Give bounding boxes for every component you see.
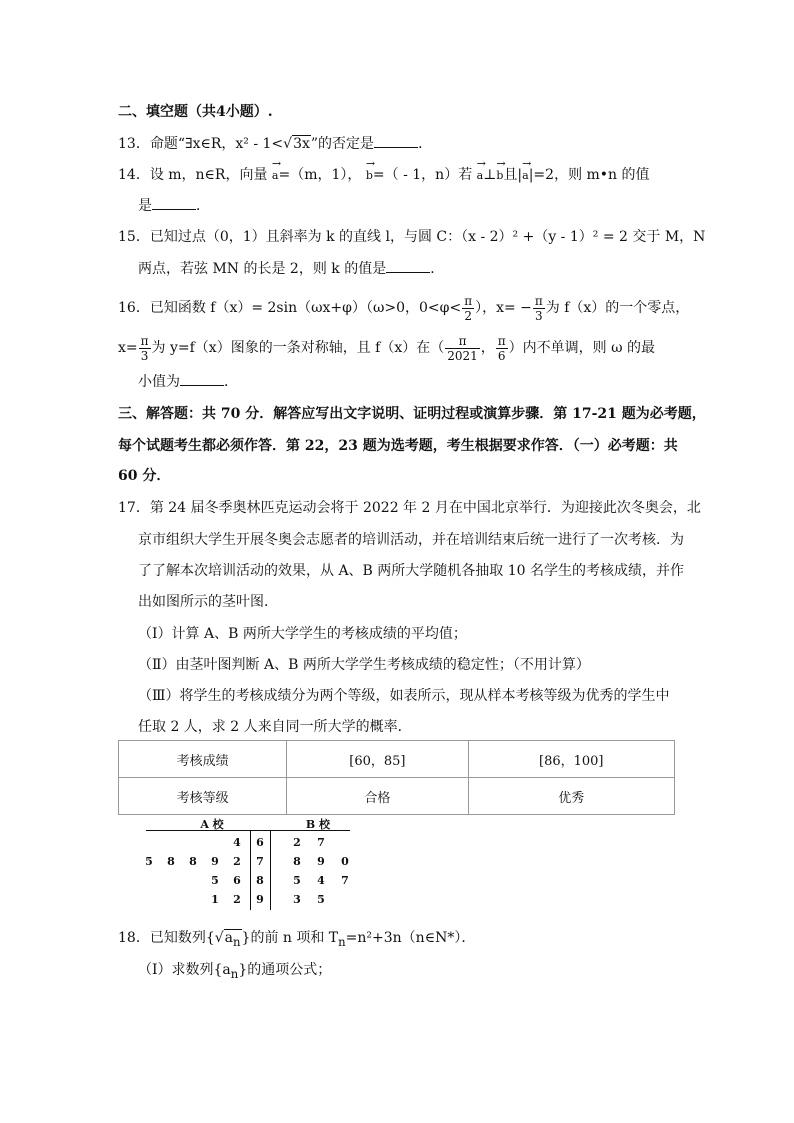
q16-text-c: 为 f（x）的一个零点， (545, 300, 690, 316)
leaf-a: 8 (189, 855, 197, 868)
stem-header-b: B 校 (305, 818, 331, 831)
leaf-b: 0 (341, 855, 349, 868)
question-16-line3 (138, 372, 238, 392)
q16-text-e: 为 y=f（x）图象的一条对称轴，且 f（x）在（ (151, 340, 445, 356)
q18-part1-text: （Ⅰ）求数列{a (138, 962, 231, 978)
q16-text-a: 16．已知函数 f（x）= 2sin（ωx+φ）（ω>0，0<φ< (118, 300, 462, 316)
q14-text-e: 且| (503, 167, 523, 183)
leaf-a: 1 (211, 893, 219, 906)
table-cell: 考核等级 (119, 778, 287, 815)
vector-a-3: → a (522, 166, 529, 186)
question-14-line2 (138, 196, 210, 216)
stem-header-a: A 校 (200, 818, 224, 831)
q15-end: ． (430, 261, 445, 277)
stem-divider-right (270, 830, 271, 910)
leaf-b: 3 (293, 893, 301, 906)
stem-header-rule (146, 830, 350, 831)
stem-value: 6 (256, 836, 264, 849)
table-cell: [60，85] (287, 741, 468, 778)
q17-part3a: （Ⅲ）将学生的考核成绩分为两个等级，如表所示，现从样本考核等级为优秀的学生中 (138, 688, 670, 704)
question-16-line2 (118, 331, 655, 365)
section3-line1: 三、解答题：共 70 分．解答应写出文字说明、证明过程或演算步骤．第 17-21 题为必考题， (118, 406, 706, 422)
section3-line3: 60 分． (118, 468, 171, 484)
leaf-b: 7 (341, 874, 349, 887)
leaf-a: 8 (167, 855, 175, 868)
fraction-pi-2021 (445, 334, 480, 363)
q16-text-d: x= (118, 340, 138, 356)
fraction-pi-2 (462, 294, 474, 323)
q16-text-f: ）内不单调，则 ω 的最 (508, 340, 655, 356)
answer-blank (386, 260, 430, 273)
q18-sqrt-a: a (224, 930, 234, 946)
perp-symbol: ⊥ (483, 167, 497, 183)
q17-line1: 17．第 24 届冬季奥林匹克运动会将于 2022 年 2 月在中国北京举行．为迎接此次冬奥会，北 (118, 500, 701, 516)
stem-value: 8 (256, 874, 264, 887)
q18-text-c: =n²+3n（n∈N*）． (345, 930, 476, 946)
q13-text-b: ”的否定是 (310, 136, 375, 152)
leaf-a: 6 (233, 874, 241, 887)
q13-sqrt: 3x (293, 136, 310, 152)
q14-end: ． (196, 198, 210, 214)
answer-blank (374, 135, 418, 148)
leaf-b: 2 (293, 836, 301, 849)
table-cell: 合格 (287, 778, 468, 815)
frac-den: 6 (497, 348, 506, 363)
q17-part1: （Ⅰ）计算 A、B 两所大学学生的考核成绩的平均值； (138, 626, 467, 642)
q16-comma: ， (480, 340, 495, 356)
fraction-pi-3b (139, 334, 151, 363)
q18-sub: n (233, 934, 241, 949)
q18-tsub: n (338, 934, 346, 949)
q18-sqrt (224, 929, 242, 949)
frac-num: π (464, 293, 473, 308)
stem-value: 9 (256, 893, 264, 906)
leaf-a: 2 (233, 893, 241, 906)
q13-text: 13．命题“∃x∈R，x² - 1< (118, 136, 284, 152)
q17-line4: 出如图所示的茎叶图． (138, 594, 278, 610)
q13-end: ． (418, 136, 433, 152)
table-cell: 优秀 (468, 778, 675, 815)
stem-value: 7 (256, 855, 264, 868)
table-row (119, 778, 675, 815)
leaf-a: 4 (233, 836, 241, 849)
frac-num: π (445, 334, 480, 349)
stem-leaf-plot (140, 816, 360, 910)
frac-num: π (140, 333, 149, 348)
frac-den: 3 (535, 308, 543, 323)
question-18: 18．已知数列$\{√a_n\}$的前 n 项和 $T_n=n^2+3n(n\in N*)$． (118, 930, 476, 949)
leaf-a: 5 (145, 855, 153, 868)
q16-line3: 小值为 (138, 374, 180, 390)
grade-table (118, 740, 675, 815)
q18-part1 (138, 960, 331, 984)
vector-b: → b (366, 166, 373, 186)
q17-part3b: 任取 2 人，求 2 人来自同一所大学的概率． (138, 719, 412, 735)
q18-part1-end: }的通项公式； (238, 962, 332, 978)
frac-num: π (534, 293, 543, 308)
leaf-b: 5 (293, 874, 301, 887)
leaf-a: 5 (211, 874, 219, 887)
leaf-a: 9 (211, 855, 219, 868)
fraction-pi-6 (496, 334, 508, 363)
frac-den: 2 (464, 308, 472, 323)
q18-text-a: 18．已知数列{ (118, 930, 215, 946)
answer-blank (152, 197, 196, 210)
section2-title: 二、填空题（共4小题）. (118, 104, 273, 120)
q17-line3: 了了解本次培训活动的效果，从 A、B 两所大学随机各抽取 10 名学生的考核成绩，并作 (138, 563, 685, 579)
q15-line2: 两点，若弦 MN 的长是 2，则 k 的值是 (138, 261, 387, 277)
question-15: 15．已知过点（0，1）且斜率为 k 的直线 l，与圆 C：（x - 2）² +（y - 1）² = 2 交于 M，N (118, 229, 706, 245)
table-row (119, 741, 675, 778)
frac-num: π (497, 333, 506, 348)
leaf-b: 4 (317, 874, 325, 887)
section3-line2: 每个试题考生都必须作答．第 22，23 题为选考题，考生根据要求作答．（一）必考题：共 (118, 438, 678, 454)
question-16 (118, 291, 689, 325)
q14-text-b: =（m，1）， (278, 167, 362, 183)
question-15-line2 (138, 259, 444, 279)
q14-text-c: =（ - 1，n）若 (372, 167, 473, 183)
answer-blank (180, 373, 224, 386)
table-cell: [86，100] (468, 741, 675, 778)
table-cell: 考核成绩 (119, 741, 287, 778)
question-13: 13．命题“∃x∈R，x² - 1<√3x”的否定是 ． (118, 136, 433, 152)
q17-part2: （Ⅱ）由茎叶图判断 A、B 两所大学学生考核成绩的稳定性；（不用计算） (138, 657, 590, 673)
vector-b-2: → b (496, 166, 503, 186)
leaf-b: 5 (317, 893, 325, 906)
leaf-a: 2 (233, 855, 241, 868)
leaf-b: 7 (317, 836, 325, 849)
q17-line2: 京市组织大学生开展冬奥会志愿者的培训活动，并在培训结束后统一进行了一次考核．为 (138, 532, 684, 548)
fraction-pi-3 (533, 294, 545, 323)
leaf-b: 8 (293, 855, 301, 868)
frac-den: 3 (140, 348, 149, 363)
vector-a: → a (272, 166, 279, 186)
frac-den: 2021 (447, 348, 478, 363)
q18-part1-sub: n (230, 966, 239, 981)
q14-text-f: |=2，则 m•n 的值 (528, 167, 650, 183)
q16-end: ． (224, 374, 238, 390)
q16-text-b: ），x= − (475, 300, 532, 316)
leaf-b: 9 (317, 855, 325, 868)
vector-a-2: → a (477, 166, 484, 186)
q18-text-b: }的前 n 项和 T (241, 930, 339, 946)
q14-text-a: 14．设 m，n∈R，向量 (118, 167, 268, 183)
q14-line2: 是 (138, 198, 152, 214)
question-14 (118, 165, 650, 186)
